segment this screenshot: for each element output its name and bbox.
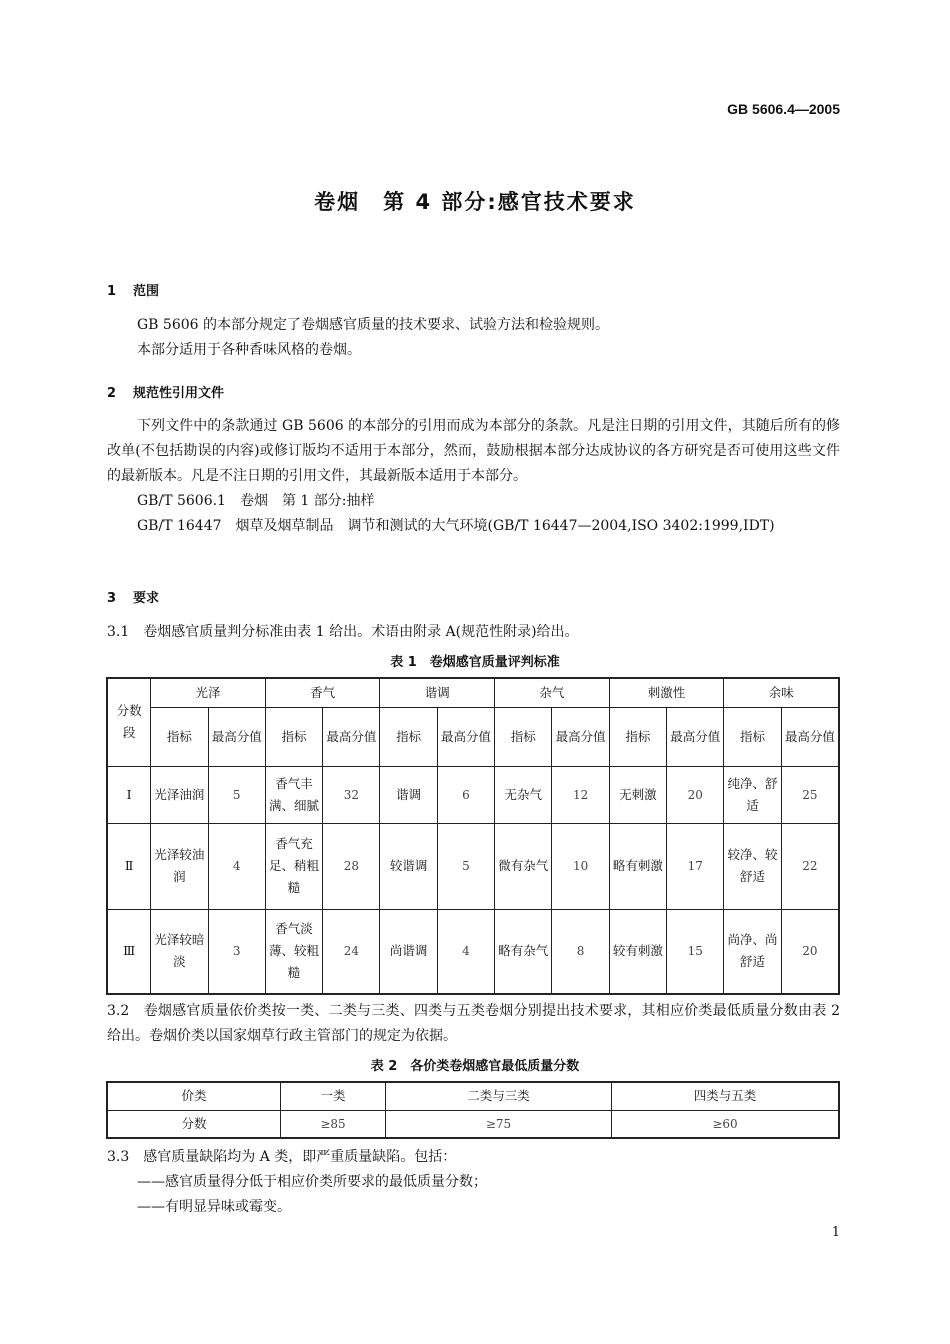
indicator-cell: 香气充足、稍粗糙 [265,823,322,909]
indicator-cell: 光泽较油润 [151,823,208,909]
table-2-header: 二类与三类 [386,1082,612,1110]
section-title: 要求 [133,591,160,606]
group-header: 谐调 [380,678,495,707]
table-1-caption: 表 1 卷烟感官质量评判标准 [390,655,560,670]
indicator-cell: 略有刺激 [609,823,666,909]
group-header: 杂气 [495,678,610,707]
indicator-cell: 光泽较暗淡 [151,909,208,994]
max-score-cell: 32 [323,766,380,823]
max-score-cell: 15 [667,909,724,994]
group-header: 光泽 [151,678,266,707]
indicator-cell: 光泽油润 [151,766,208,823]
page-number: 1 [831,1225,840,1240]
section-number: 2 [107,386,117,401]
indicator-cell: 尚谐调 [380,909,437,994]
indicator-header: 指标 [151,707,208,766]
section-number: 1 [107,284,117,299]
max-score-cell: 25 [781,766,839,823]
indicator-cell: 微有杂气 [495,823,552,909]
indicator-header: 指标 [724,707,781,766]
reference-1: GB/T 5606.1 卷烟 第 1 部分:抽样 [137,493,375,509]
max-score-cell: 6 [437,766,494,823]
max-score-header: 最高分值 [437,707,494,766]
group-header: 香气 [265,678,380,707]
indicator-cell: 谐调 [380,766,437,823]
max-score-cell: 24 [323,909,380,994]
section-2-heading [107,382,224,401]
paragraph: 下列文件中的条款通过 GB 5606 的本部分的引用而成为本部分的条款。凡是注日期的引用文件，其随后所有的修改单(不包括勘误的内容)或修订版均不适用于本部分，然而，鼓励根据本部分达成协议的各方研究是否可使用这些文件的最新版本。凡是不注日期的引用文件，其最新版本适用于本部分。 [107,418,840,484]
grade-cell: Ⅱ [107,823,151,909]
indicator-cell: 纯净、舒适 [724,766,781,823]
corner-header: 分数段 [107,678,151,766]
max-score-cell: 8 [552,909,609,994]
indicator-header: 指标 [609,707,666,766]
max-score-cell: 22 [781,823,839,909]
table-row [107,766,839,823]
group-header: 余味 [724,678,839,707]
indicator-cell: 无杂气 [495,766,552,823]
max-score-cell: 3 [208,909,265,994]
clause-3-1: 3.1 卷烟感官质量判分标准由表 1 给出。术语由附录 A(规范性附录)给出。 [107,624,579,640]
group-header: 刺激性 [609,678,724,707]
max-score-cell: 10 [552,823,609,909]
table-2-header: 一类 [281,1082,386,1110]
indicator-cell: 无刺激 [609,766,666,823]
document-title: 卷烟 第 4 部分:感官技术要求 [314,190,636,214]
indicator-cell: 较谐调 [380,823,437,909]
indicator-cell: 较净、较舒适 [724,823,781,909]
paragraph: GB 5606 的本部分规定了卷烟感官质量的技术要求、试验方法和检验规则。 [137,317,609,333]
defect-item: ——有明显异味或霉变。 [137,1199,291,1215]
table-2-header: 价类 [107,1082,281,1110]
indicator-cell: 香气丰满、细腻 [265,766,322,823]
max-score-header: 最高分值 [323,707,380,766]
table-2-caption: 表 2 各价类卷烟感官最低质量分数 [370,1059,580,1074]
section-title: 范围 [133,284,160,299]
clause-3-2: 3.2 卷烟感官质量依价类按一类、二类与三类、四类与五类卷烟分别提出技术要求，其相应价类最低质量分数由表 2 给出。卷烟价类以国家烟草行政主管部门的规定为依据。 [107,1003,840,1044]
table-2-cell: ≥85 [281,1110,386,1138]
indicator-cell: 较有刺激 [609,909,666,994]
indicator-cell: 尚净、尚舒适 [724,909,781,994]
max-score-header: 最高分值 [781,707,839,766]
max-score-cell: 4 [437,909,494,994]
max-score-cell: 5 [437,823,494,909]
table-2-header: 四类与五类 [611,1082,839,1110]
max-score-cell: 12 [552,766,609,823]
table-row [107,909,839,994]
max-score-cell: 20 [667,766,724,823]
table-2-cell: ≥75 [386,1110,612,1138]
table-2-cell: ≥60 [611,1110,839,1138]
max-score-cell: 28 [323,823,380,909]
table-1 [106,677,840,995]
table-2 [106,1081,840,1139]
max-score-header: 最高分值 [208,707,265,766]
max-score-header: 最高分值 [552,707,609,766]
grade-cell: Ⅲ [107,909,151,994]
max-score-header: 最高分值 [667,707,724,766]
grade-cell: Ⅰ [107,766,151,823]
table-2-cell: 分数 [107,1110,281,1138]
indicator-header: 指标 [265,707,322,766]
clause-3-3: 3.3 感官质量缺陷均为 A 类，即严重质量缺陷。包括： [107,1149,457,1165]
reference-2: GB/T 16447 烟草及烟草制品 调节和测试的大气环境(GB/T 16447—2004,ISO 3402:1999,IDT) [137,518,775,534]
section-1-heading [107,280,159,299]
max-score-cell: 4 [208,823,265,909]
indicator-header: 指标 [380,707,437,766]
section-3-heading [107,587,159,606]
section-title: 规范性引用文件 [133,386,225,401]
paragraph: 本部分适用于各种香味风格的卷烟。 [137,342,361,358]
max-score-cell: 20 [781,909,839,994]
table-row [107,823,839,909]
max-score-cell: 5 [208,766,265,823]
indicator-header: 指标 [495,707,552,766]
max-score-cell: 17 [667,823,724,909]
section-number: 3 [107,591,117,606]
defect-item: ——感官质量得分低于相应价类所要求的最低质量分数； [137,1174,487,1190]
indicator-cell: 香气淡薄、较粗糙 [265,909,322,994]
indicator-cell: 略有杂气 [495,909,552,994]
document-id: GB 5606.4—2005 [727,101,840,117]
